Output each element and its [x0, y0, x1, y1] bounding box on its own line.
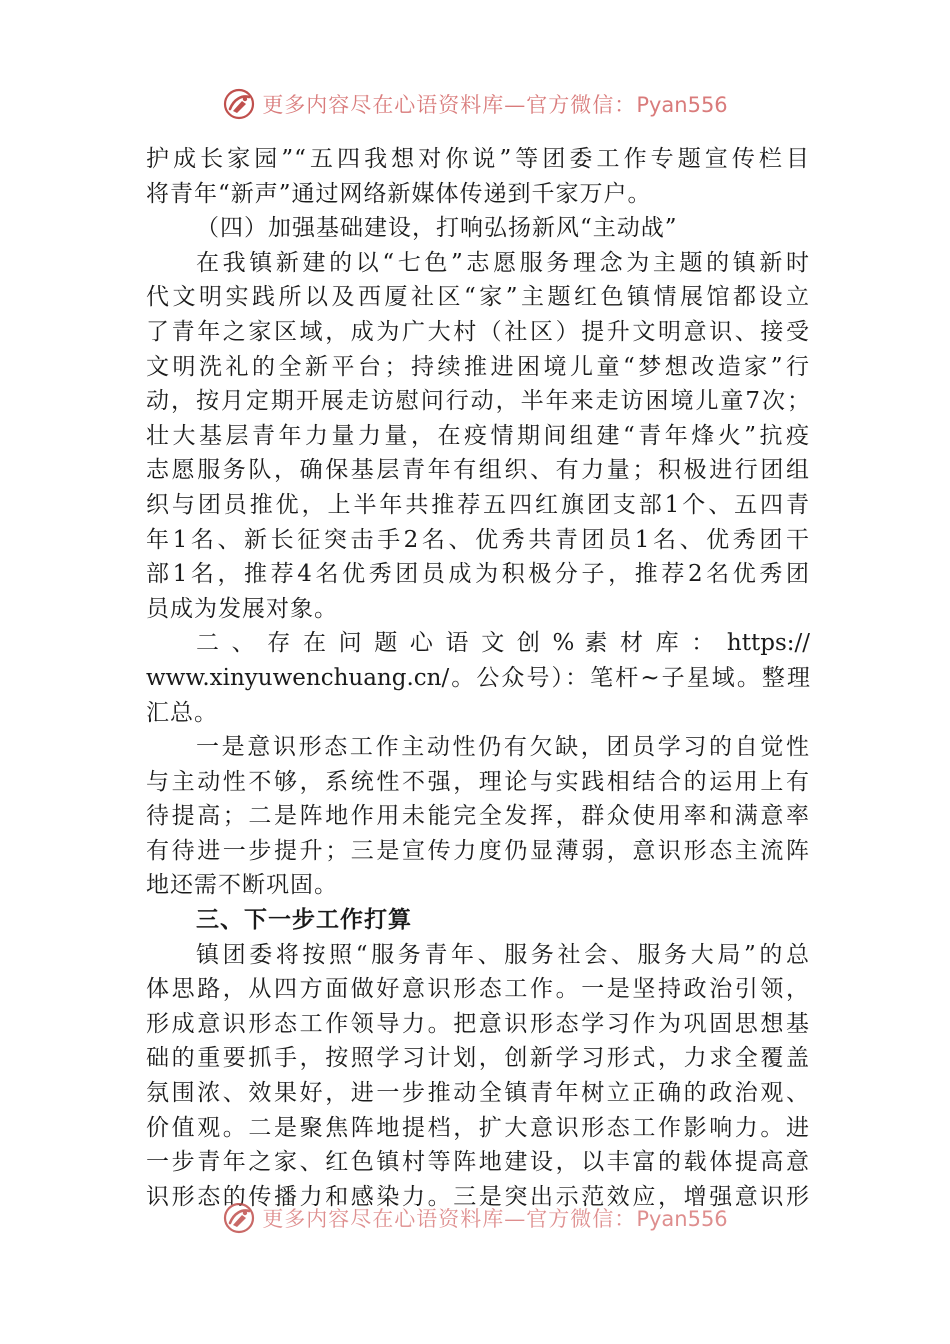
body-line: 了青年之家区域，成为广大村（社区）提升文明意识、接受 — [146, 318, 810, 345]
body-line: 氛围浓、效果好，进一步推动全镇青年树立正确的政治观、 — [146, 1080, 810, 1107]
footer-watermark-text: 更多内容尽在心语资料库—官方微信：Pyan556 — [262, 1207, 728, 1231]
body-line: 一是意识形态工作主动性仍有欠缺，团员学习的自觉性 — [196, 734, 810, 761]
body-line: 价值观。二是聚焦阵地提档，扩大意识形态工作影响力。进 — [146, 1114, 810, 1141]
body-line: 年1名、新长征突击手2名、优秀共青团员1名、优秀团干 — [146, 526, 810, 553]
footer-watermark — [0, 1203, 950, 1241]
body-line: 将青年“新声”通过网络新媒体传递到千家万户。 — [146, 180, 652, 207]
document-body — [146, 142, 810, 1214]
body-line: 镇团委将按照“服务青年、服务社会、服务大局”的总 — [196, 941, 810, 968]
body-line: 地还需不断巩固。 — [146, 872, 338, 899]
body-line: 汇总。 — [146, 699, 218, 726]
body-line: 护成长家园”“五四我想对你说”等团委工作专题宣传栏目 — [146, 146, 810, 172]
body-line: 文明洗礼的全新平台；持续推进困境儿童“梦想改造家”行 — [146, 353, 810, 380]
section-heading: 三、下一步工作打算 — [196, 907, 412, 934]
body-line: 与主动性不够，系统性不强，理论与实践相结合的运用上有 — [146, 768, 810, 795]
body-line: 织与团员推优，上半年共推荐五四红旗团支部1个、五四青 — [146, 491, 810, 518]
body-line: 待提高；二是阵地作用未能完全发挥，群众使用率和满意率 — [146, 803, 810, 830]
brand-logo-icon — [222, 1203, 256, 1235]
body-line: 体思路，从四方面做好意识形态工作。一是坚持政治引领， — [146, 976, 810, 1003]
body-line: 有待进一步提升；三是宣传力度仍显薄弱，意识形态主流阵 — [146, 837, 810, 864]
section-heading: （四）加强基础建设，打响弘扬新风“主动战” — [196, 215, 678, 242]
brand-logo-icon — [222, 87, 256, 121]
body-line: 一步青年之家、红色镇村等阵地建设，以丰富的载体提高意 — [146, 1149, 810, 1176]
body-line: 动，按月定期开展走访慰问行动，半年来走访困境儿童7次； — [146, 388, 810, 415]
section-heading: 二 、 存 在 问 题 心 语 文 创 % 素 材 库 ： https:// — [196, 630, 810, 657]
body-line: 志愿服务队，确保基层青年有组织、有力量；积极进行团组 — [146, 457, 810, 484]
body-line: 代文明实践所以及西厦社区“家”主题红色镇情展馆都设立 — [146, 284, 810, 311]
header-watermark — [0, 84, 950, 124]
header-watermark-text: 更多内容尽在心语资料库—官方微信：Pyan556 — [262, 93, 728, 117]
body-line: 础的重要抓手，按照学习计划，创新学习形式，力求全覆盖 — [146, 1045, 810, 1072]
body-line: 识形态的传播力和感染力。三是突出示范效应，增强意识形 — [146, 1183, 810, 1210]
body-line: 在我镇新建的以“七色”志愿服务理念为主题的镇新时 — [196, 249, 810, 276]
body-line: www.xinyuwenchuang.cn/。公众号）：笔杆~子星域。整理 — [146, 664, 810, 691]
body-line: 壮大基层青年力量力量，在疫情期间组建“青年烽火”抗疫 — [146, 422, 810, 449]
body-line: 形成意识形态工作领导力。把意识形态学习作为巩固思想基 — [146, 1010, 810, 1037]
body-line: 部1名，推荐4名优秀团员成为积极分子，推荐2名优秀团 — [146, 561, 810, 588]
body-line: 员成为发展对象。 — [146, 595, 338, 622]
